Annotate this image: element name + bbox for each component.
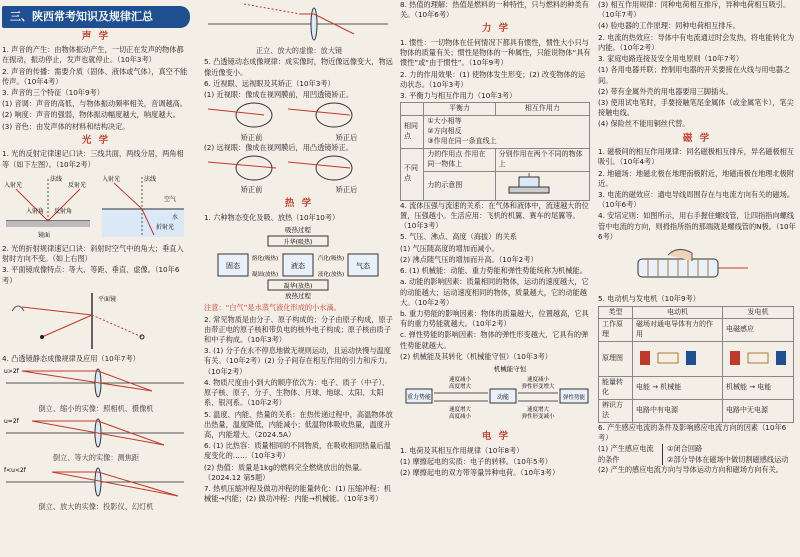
lens-cond-2: f<u<2f	[4, 467, 26, 475]
fct-same-0: ①大小相等	[427, 117, 462, 126]
me-b1: 速度增大	[448, 407, 472, 414]
mgt-r2-1	[632, 342, 722, 377]
fct-diagram-cell	[495, 171, 589, 200]
heat-item-6: 6. (1) 比热容：质量相同的不同物质，在吸收相同热量后温度变化的……（10年3考）	[204, 441, 391, 461]
me-k: 动能	[496, 394, 510, 402]
fct-same-label: 相同点	[401, 116, 424, 149]
phase-melt: 熔化(吸热)	[251, 256, 279, 263]
mirror-hatch	[6, 221, 90, 227]
me-a2: 高度增大	[448, 384, 472, 391]
lens-caption-1: 倒立、等大的实像：测焦距	[52, 452, 140, 462]
mag-item-3: 3. 电流的磁效应：通电导线周围存在与电流方向有关的磁场。（10年6考）	[598, 189, 795, 210]
heat-item-4: 4. 物质尺度由小到大的顺序依次为：电子、质子（中子）、原子核、原子、分子、生物体、月球、地球、太阳、太阳系、银河系。（10年2考）	[204, 377, 390, 408]
optics-item-6: 6. 近视眼、远视眼及其矫正（10年3考）	[204, 78, 335, 88]
force-item-3: 3. 平衡力与相互作用力（10年3考）	[400, 91, 517, 101]
magnet-s	[686, 351, 696, 365]
induction-cond-2: ②部分导体在磁场中做切割磁感线运动	[667, 454, 789, 464]
light-item-2: 2. 光的折射规律速记口诀：斜射时空气中的角大；垂直入射时方向不变。（如上右图）	[2, 243, 184, 264]
mag-virtual-ray	[244, 4, 300, 14]
phase-vap: 汽化(吸热)	[317, 256, 345, 263]
mgt-r1-0: 工作原理	[599, 319, 633, 342]
fig1-label-6: 法线	[144, 175, 157, 183]
mirror-ray-2	[22, 307, 92, 315]
incident-ray-1	[16, 189, 48, 221]
myopia-cap-before: 矫正前	[240, 132, 263, 142]
lens-row-2	[2, 464, 190, 512]
fct-h0	[401, 103, 424, 116]
force-item-4: 4. 流体压强与流速的关系：在气体和液体中，流速越大的位置，压强越小。生活应用：飞机的机翼、赛车的尾翼等。（10年3考）	[400, 200, 589, 231]
elec-item-3a: (1) 各用电器并联；控制用电器的开关要接在火线与用电器之间。	[598, 65, 791, 85]
mgt-r3-1: 电能 → 机械能	[632, 377, 722, 400]
optics-item-6a: (1) 近视眼：像成在视网膜前，用凹透镜矫正。	[204, 90, 354, 100]
myopia-cap-after: 矫正后	[335, 132, 358, 142]
lens-diagram-1	[2, 415, 188, 449]
mag-item-2: 2. 地磁场：地磁北极在地理南极附近，地磁南极在地理北极附近。	[598, 168, 795, 188]
fct-same-2: ③作用在同一条直线上	[427, 137, 497, 146]
light-heading: 光 学	[81, 134, 111, 146]
mag-item-6b: (2) 产生的感应电流方向与导体运动方向和磁场方向有关。	[598, 464, 783, 474]
me-d2: 弹性形变减小	[521, 414, 555, 421]
fct-diff-c: 力的示意图	[424, 171, 495, 200]
phase-down: 凝华(放热)	[283, 283, 313, 291]
lens-diagram-2	[2, 464, 188, 498]
interaction-force-diagram	[499, 173, 579, 195]
lens-row-0	[2, 365, 190, 413]
mechanical-energy-diagram	[400, 363, 590, 425]
force-item-6c: c. 弹性势能的影响因素：物体的弹性形变越大，它具有的弹性势能就越大。	[400, 330, 589, 350]
elec-item-3: 3. 家庭电路连接及安全用电原则（10年7考）	[598, 54, 744, 64]
magnifier-lens	[311, 8, 317, 40]
mag-item-6: 6. 产生感应电流的条件及影响感应电流方向的因素（10年6考）	[598, 423, 787, 443]
mirror-ray-1	[42, 315, 92, 337]
optics-item-5: 5. 凸透镜动态成像规律：成实像时，物近像远像变大，物远像近像变小。	[204, 57, 393, 77]
ampere-rule-diagram	[598, 243, 794, 291]
heat-item-6b: (2) 热值：质量是1kg的燃料完全燃烧放出的热量。（2024.12 第5题）	[204, 462, 367, 482]
force-item-6: 6. (1) 机械能：动能、重力势能和弹性势能统称为机械能。	[400, 266, 587, 276]
heat-item-7: 7. 热机压缩冲程及做功冲程的能量转化：(1) 压缩冲程：机械能→内能；(2) 做功冲程：内能→机械能。（10年3考）	[204, 484, 391, 504]
motor-generator-table	[598, 306, 794, 424]
fct-diff-a: 力的作用点 作用在同一物体上	[424, 148, 495, 171]
lens-cond-1: u=2f	[4, 417, 19, 425]
fig1-label-9: 折射光	[156, 223, 175, 231]
magnifier-caption: 正立、放大的虚像：放大镜	[255, 46, 343, 56]
fct-same-items	[424, 116, 590, 149]
lens-diagram-0	[2, 365, 188, 399]
reflection-refraction-diagram	[2, 171, 188, 241]
elec-item-3d: (4) 保险丝不能用铜丝代替。	[598, 119, 690, 129]
elec-item-3c: (3) 使用试电笔时，手要接触笔尾金属体（或金属笔卡），笔尖接触电线。	[598, 97, 794, 118]
block-a	[519, 177, 539, 187]
fig1-label-4: 反射角	[54, 207, 73, 215]
mag-item-1: 1. 磁极间的相互作用规律：同名磁极相互排斥，异名磁极相互吸引。（10年4考）	[598, 147, 795, 167]
magnetism-heading: 磁 学	[682, 132, 712, 144]
fig1-label-7: 入射光	[102, 175, 121, 183]
hyper-ray	[208, 162, 276, 168]
eye-before-myopia	[236, 103, 272, 127]
elec-item-1d: (4) 验电器的工作原理：同种电荷相互排斥。	[598, 21, 740, 31]
phase-change-diagram	[204, 224, 392, 300]
force-item-6d: (2) 机械能及其转化（机械能守恒）（10年3考）	[400, 351, 552, 361]
fct-h2: 相互作用力	[495, 103, 589, 116]
mgt-r4-2: 电路中无电源	[722, 400, 793, 423]
heat-item-3: 3. (1) 分子在永不停息地做无规则运动，且运动快慢与温度有关。（10年2考）(2) 分子间存在相互作用的引力和斥力。（10年2考）	[204, 346, 392, 376]
heat-item-8: 8. 热值的理解：热值是燃料的一种特性，只与燃料的种类有关。（10年6考）	[400, 0, 589, 20]
gen-coil	[748, 353, 768, 363]
mgt-r4-0: 辨识方法	[599, 400, 633, 423]
mag-item-5: 5. 电动机与发电机（10年9考）	[598, 294, 700, 304]
heat-note: 注意：“白气”是水蒸气液化形成的小水滴。	[204, 303, 341, 313]
elec-item-1: 1. 电荷及其相互作用规律（10年8考）	[400, 445, 524, 455]
optics-item-6b: (2) 远视眼：像成在视网膜后，用凸透镜矫正。	[204, 142, 354, 152]
mgt-h0: 类型	[599, 306, 633, 319]
elec-item-1c: (3) 相互作用规律：同种电荷相互排斥，异种电荷相互吸引。（10年7考）	[598, 0, 791, 20]
incident-ray-2	[114, 183, 142, 209]
fig1-label-8: 空气	[164, 195, 177, 203]
fig1-label-5: 镜面	[38, 231, 51, 239]
induction-cond-label: (1) 产生感应电流的条件	[598, 444, 654, 464]
fig1-label-0: 法线	[50, 175, 63, 183]
force-item-5: 5. 气压、沸点、高度（海拔）的关系	[400, 232, 517, 242]
fct-h1: 平衡力	[424, 103, 495, 116]
induction-cond-1: ①闭合回路	[667, 444, 703, 454]
force-item-5a: (1) 气压随高度的增加而减小。	[400, 243, 499, 253]
mgt-h2: 发电机	[722, 306, 793, 319]
elec-heading: 电 学	[481, 431, 511, 443]
force-compare-table	[400, 102, 590, 201]
sound-item-3a: (1) 音调：声音的高低，与物体振动频率相关，音调越高。	[2, 99, 187, 109]
light-item-4: 4. 凸透镜静态成像规律及应用（10年7考）	[2, 354, 140, 364]
induction-cond-list	[662, 444, 788, 464]
heat-item-5: 5. 温度、内能、热量的关系：在热传递过程中，高温物体放出热量，温度降低，内能减小；低温物体吸收热量，温度升高，内能增大。（2024.5A）	[204, 409, 393, 439]
mgt-h1: 电动机	[632, 306, 722, 319]
ray-2c	[52, 472, 178, 496]
mgt-r4-1: 电路中有电源	[632, 400, 722, 423]
mgt-r1-1: 磁场对通电导体有力的作用	[632, 319, 722, 342]
fct-diff-label: 不同点	[401, 148, 424, 200]
light-item-3: 3. 平面镜成像特点：等大、等距、垂直、虚像。（10年6考）	[2, 265, 180, 285]
me-c1: 速度减小	[526, 377, 550, 384]
plane-mirror-diagram	[2, 287, 188, 351]
object-point	[40, 335, 44, 339]
eye-before-hyper	[236, 156, 272, 180]
elec-item-3b: (2) 带有金属外壳的用电器要用三脚插头。	[598, 86, 733, 96]
myopia-diagram	[204, 101, 392, 129]
column-4	[598, 0, 796, 557]
force-item-5b: (2) 沸点随气压的增加而升高。（10年2考）	[400, 254, 538, 264]
phase-freeze: 凝固(放热)	[251, 272, 279, 279]
lens-cond-0: u>2f	[4, 368, 19, 376]
myopia-captions	[204, 133, 394, 143]
hyperopia-diagram	[204, 154, 392, 182]
mgt-r3-2: 机械能 → 电能	[722, 377, 793, 400]
phase-gas: 气态	[356, 262, 370, 271]
force-item-6b: b. 重力势能的影响因素：物体的质量越大，位置越高，它具有的重力势能就越大。（10年2考）	[400, 308, 589, 329]
column-2	[204, 0, 394, 557]
ray-0b	[98, 371, 152, 391]
heat-heading: 热 学	[284, 198, 314, 210]
lens-caption-0: 倒立、缩小的实像：照相机、摄像机	[38, 403, 154, 413]
phase-cond: 液化(放热)	[317, 272, 345, 279]
me-a1: 速度减小	[448, 377, 472, 384]
fig1-label-2: 反射光	[68, 181, 87, 189]
me-e: 弹性势能	[562, 395, 586, 402]
ray-2b	[98, 472, 178, 496]
column-1	[2, 0, 190, 557]
fig1-label-3: 入射角	[26, 207, 45, 215]
ray-0c	[22, 371, 152, 391]
sound-item-2: 2. 声音的传播：需要介质（固体、液体或气体），真空不能传声。（10年4考）	[2, 66, 188, 86]
magnet-n	[640, 351, 650, 365]
fct-diff-b: 分别作用在两个不同的物体上	[495, 148, 589, 171]
myopia-corrected-ray	[288, 109, 350, 115]
phase-bottom-label: 放热过程	[285, 292, 311, 301]
generator-diagram	[726, 343, 790, 371]
sound-item-3b: (2) 响度：声音的强弱，物体振动幅度越大，响度越大。	[2, 110, 180, 120]
force-heading: 力 学	[481, 23, 511, 35]
me-c2: 弹性形变增大	[521, 384, 555, 391]
light-item-1: 1. 光的反射定律速记口诀：三线共面，两线分居，两角相等（如下左图）。（10年2考）	[2, 149, 184, 169]
mirror-virtual-ray	[92, 315, 142, 337]
lens-row-1	[2, 415, 190, 463]
mgt-r1-2: 电磁感应	[722, 319, 793, 342]
force-item-1: 1. 惯性：一切物体在任何情况下都具有惯性，惯性大小只与物体的质量有关；惯性是物体的一种属性，只能说物体“具有惯性”或“由于惯性”。（10年9考）	[400, 37, 591, 68]
lens-caption-2: 倒立、放大的实像：投影仪、幻灯机	[38, 502, 154, 512]
motor-diagram	[636, 343, 700, 371]
magnifier-diagram	[204, 0, 392, 42]
sound-item-1: 1. 声音的产生：由物体振动产生，一切正在发声的物体都在振动，振动停止，发声也就停止。（10年3考）	[2, 45, 184, 65]
induction-condition-block	[598, 444, 796, 464]
phase-liquid: 液态	[291, 262, 305, 271]
elec-item-2: 2. 电流的热效应：导体中有电流通过时会发热，将电能转化为内能。（10年2考）	[598, 32, 795, 52]
hyper-captions	[204, 185, 394, 195]
reflected-ray-1	[48, 189, 80, 221]
gen-magnet-n	[730, 351, 740, 365]
force-item-6a: a. 动能的影响因素：质量相同的物体，运动的速度越大，它的动能越大；运动速度相同的物体，质量越大，它的动能越大。（10年2考）	[400, 277, 589, 307]
plane-mirror-label: 平面镜	[98, 295, 117, 303]
sound-item-3c: (3) 音色：由发声体的材料和结构决定。	[2, 121, 130, 131]
column-3	[400, 0, 592, 557]
me-top: 机械能守恒	[493, 365, 527, 374]
gen-magnet-s	[776, 351, 786, 365]
heat-item-1: 1. 六种物态变化及吸、放热（10年10考）	[204, 212, 340, 222]
mag-item-4: 4. 安培定则：如图所示，用右手握住螺线管，让四指指向螺线管中电流的方向，则拇指所指的那端就是螺线管的N极。（10年6考）	[598, 211, 796, 241]
heat-item-2: 2. 常见物质是由分子、原子构成的；分子由原子构成，原子由带正电的原子核和带负电的核外电子构成；原子核由质子和中子构成。（10年3考）	[204, 314, 393, 344]
hyper-corrected-ray	[288, 162, 350, 168]
mgt-r2-2	[722, 342, 793, 377]
fig1-label-10: 水	[172, 213, 179, 221]
sound-item-3: 3. 声音的三个特征（10年9考）	[2, 87, 104, 97]
force-item-2: 2. 力的作用效果：(1) 使物体发生形变；(2) 改变物体的运动状态。（10年3考）	[400, 69, 586, 89]
phase-top-label: 吸热过程	[285, 226, 311, 235]
elec-item-1a: (1) 摩擦起电的实质：电子的转移。（10年5考）	[400, 457, 552, 466]
hyper-cap-before: 矫正前	[240, 185, 263, 195]
phase-up: 升华(吸热)	[283, 239, 313, 247]
mgt-r3-0: 能量转化	[599, 377, 633, 400]
sound-heading: 声 学	[81, 30, 111, 42]
coil	[658, 353, 678, 363]
me-d1: 速度增大	[526, 407, 550, 414]
section-banner: 三、陕西常考知识及规律汇总	[2, 6, 190, 28]
mgt-r2-0: 原理图	[599, 342, 633, 377]
elec-item-1b: (2) 摩擦起电的双方带等量异种电荷。（10年3考）	[400, 468, 560, 478]
me-g: 重力势能	[406, 394, 432, 402]
block-b	[509, 187, 549, 193]
fct-same-1: ②方向相反	[427, 127, 462, 136]
hyper-cap-after: 矫正后	[335, 185, 358, 195]
phase-solid: 固态	[226, 262, 240, 271]
me-b2: 高度减小	[448, 414, 472, 421]
fig1-label-1: 入射光	[4, 181, 23, 189]
